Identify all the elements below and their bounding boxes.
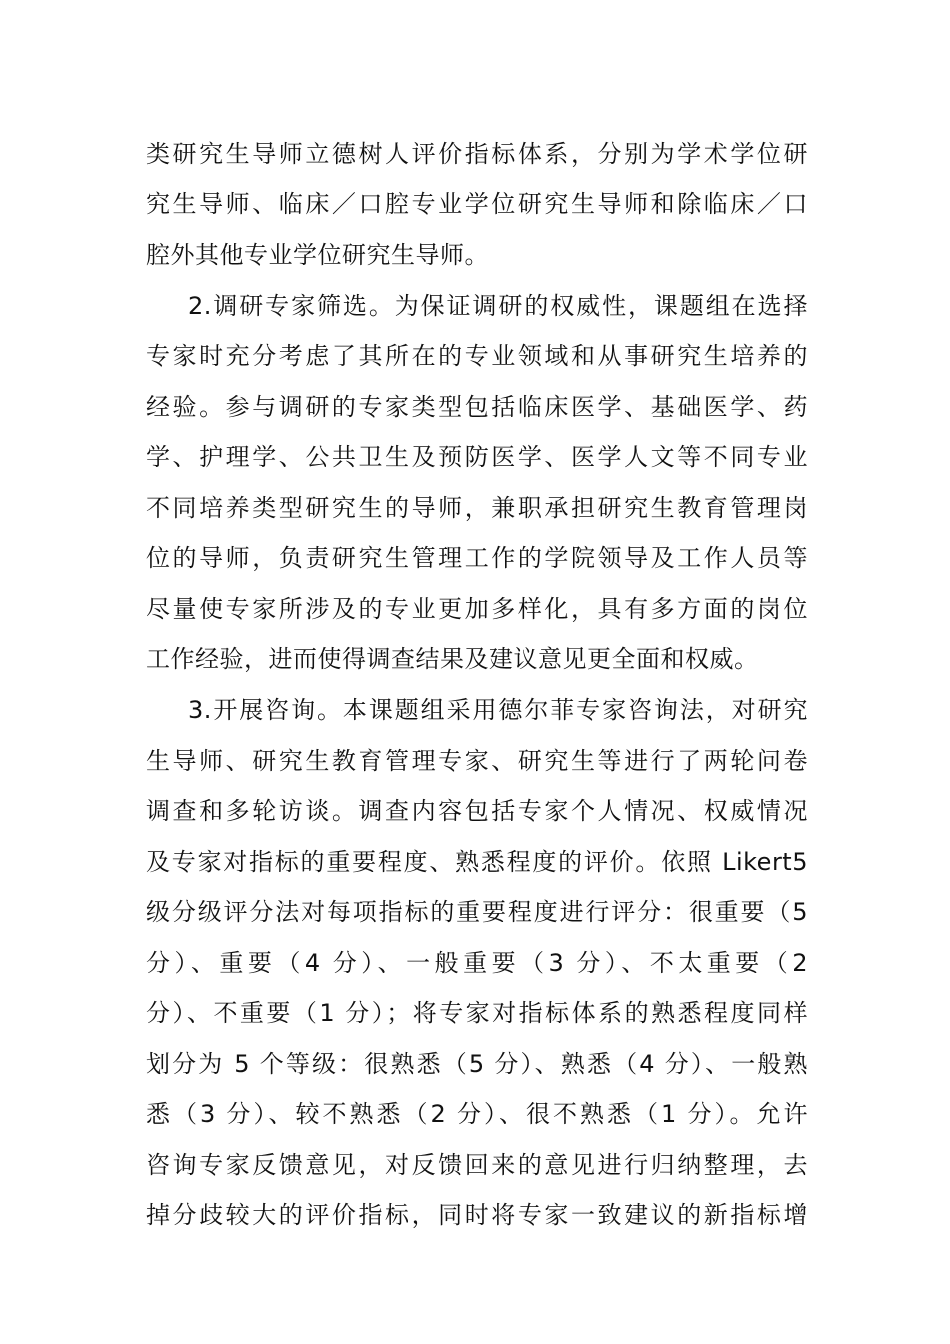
text-line: 划分为 5 个等级：很熟悉（5 分）、熟悉（4 分）、一般熟	[146, 1050, 808, 1078]
text-line: 级分级评分法对每项指标的重要程度进行评分：很重要（5	[146, 898, 808, 926]
text-line: 工作经验，进而使得调查结果及建议意见更全面和权威。	[146, 645, 759, 673]
text-line: 及专家对指标的重要程度、熟悉程度的评价。依照 Likert5	[146, 848, 808, 876]
text-line: 掉分歧较大的评价指标，同时将专家一致建议的新指标增	[146, 1201, 808, 1229]
text-line: 学、护理学、公共卫生及预防医学、医学人文等不同专业	[146, 443, 808, 471]
text-line: 位的导师，负责研究生管理工作的学院领导及工作人员等	[146, 544, 808, 572]
paragraph-first-line: 2.调研专家筛选。为保证调研的权威性，课题组在选择	[188, 292, 808, 320]
text-line: 类研究生导师立德树人评价指标体系，分别为学术学位研	[146, 140, 808, 168]
text-line: 尽量使专家所涉及的专业更加多样化，具有多方面的岗位	[146, 595, 808, 623]
text-line: 专家时充分考虑了其所在的专业领域和从事研究生培养的	[146, 342, 808, 370]
text-line: 悉（3 分）、较不熟悉（2 分）、很不熟悉（1 分）。允许	[146, 1100, 808, 1128]
text-line: 生导师、研究生教育管理专家、研究生等进行了两轮问卷	[146, 747, 808, 775]
paragraph-first-line: 3.开展咨询。本课题组采用德尔菲专家咨询法，对研究	[188, 696, 808, 724]
text-line: 经验。参与调研的专家类型包括临床医学、基础医学、药	[146, 393, 808, 421]
text-line: 究生导师、临床／口腔专业学位研究生导师和除临床／口	[146, 190, 808, 218]
text-line: 腔外其他专业学位研究生导师。	[146, 241, 489, 269]
text-line: 不同培养类型研究生的导师，兼职承担研究生教育管理岗	[146, 494, 808, 522]
text-line: 调查和多轮访谈。调查内容包括专家个人情况、权威情况	[146, 797, 808, 825]
text-line: 咨询专家反馈意见，对反馈回来的意见进行归纳整理，去	[146, 1151, 808, 1179]
text-line: 分）、不重要（1 分）；将专家对指标体系的熟悉程度同样	[146, 999, 808, 1027]
text-line: 分）、重要（4 分）、一般重要（3 分）、不太重要（2	[146, 949, 808, 977]
